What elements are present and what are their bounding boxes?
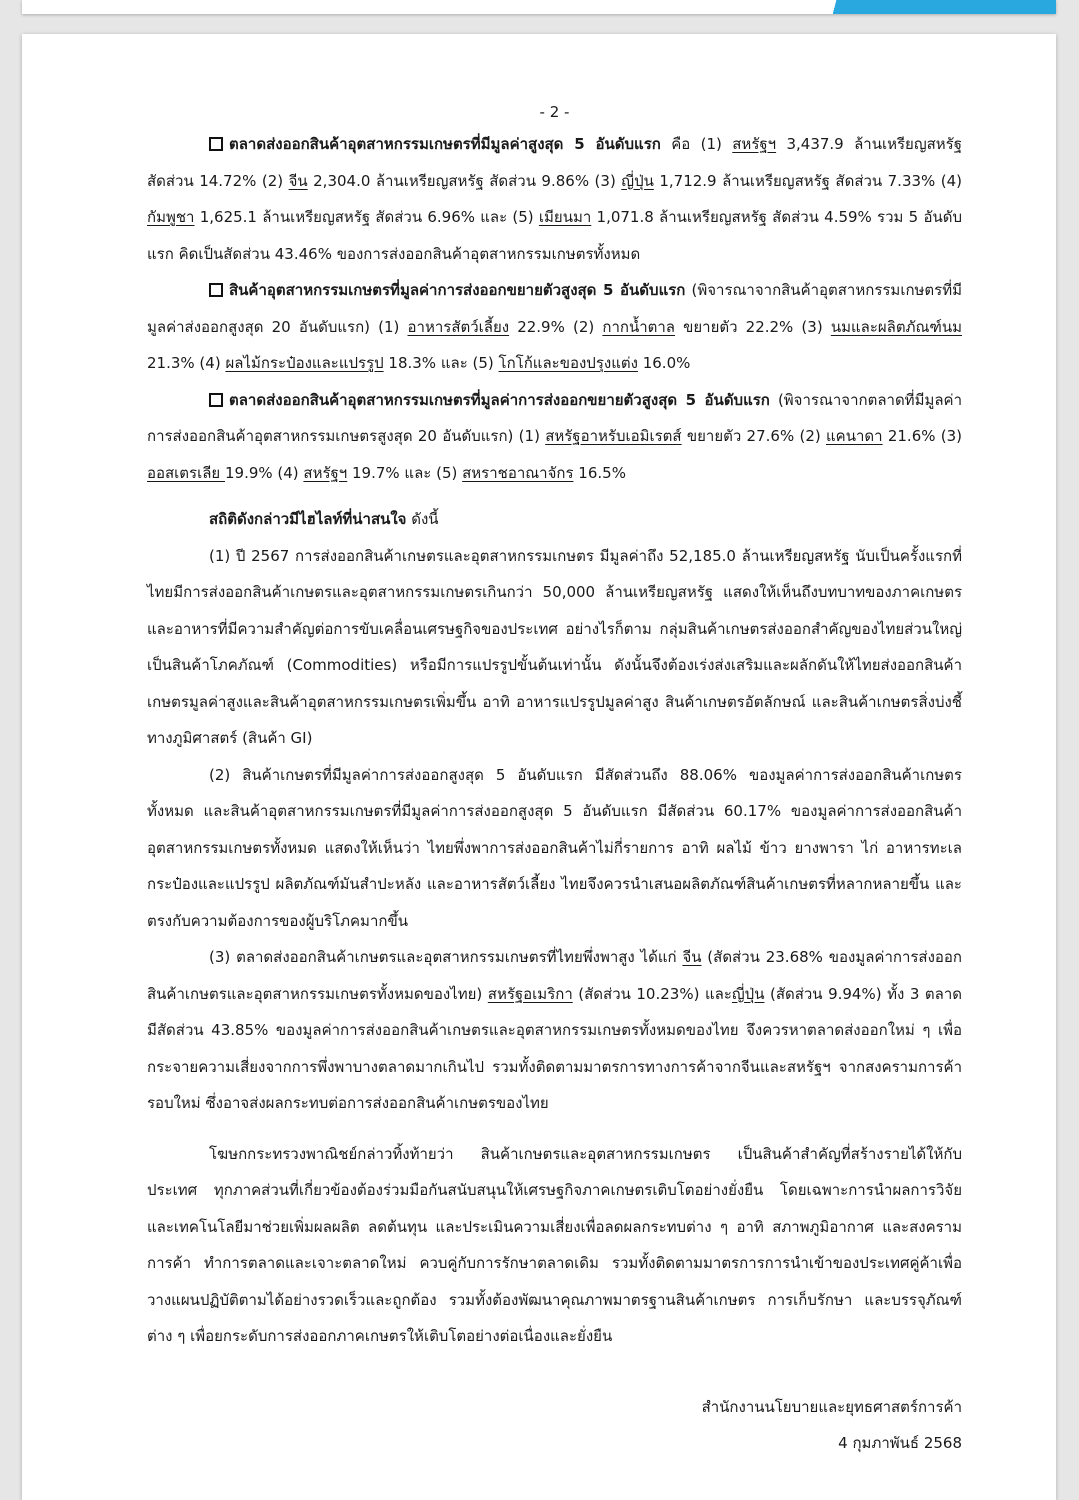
market-name: กัมพูชา [147,208,195,226]
market-name: ญี่ปุ่น [731,984,765,1003]
signature-date: 4 กุมภาพันธ์ 2568 [838,1434,962,1452]
market-name: สหราชอาณาจักร [462,463,574,482]
highlight-item-2: (2) สินค้าเกษตรที่มีมูลค่าการส่งออกสูงสุด 5 อันดับแรก มีสัดส่วนถึง 88.06% ของมูลค่าการส่งออกสินค้าเกษตรทั้งหมด และสินค้าอุตสาหกรรมเกษตรที่มีมูลค่าการส่งออกสูงสุด 5 อันดับแรก มีสัดส่วน 60.17% ของมูลค่าการส่งออกสินค้าอุตสาหกรรมเกษตรทั้งหมด แสดงให้เห็นว่า ไทยพึ่งพาการส่งออกสินค้าไม่กี่รายการ อาทิ ผลไม้ ข้าว ยางพารา ไก่ อาหารทะเลกระป๋องและแปรรูป ผลิตภัณฑ์มันสำปะหลัง และอาหารสัตว์เลี้ยง ไทยจึงควรนำเสนอผลิตภัณฑ์สินค้าเกษตรที่หลากหลายขึ้น และตรงกับความต้องการของผู้บริโภคมากขึ้น [147,765,962,930]
spacer [147,491,962,501]
spacer [147,1122,962,1136]
highlights-title: สถิติดังกล่าวมีไฮไลท์ที่น่าสนใจ ดังนี้ [209,510,439,528]
highlight-item-1: (1) ปี 2567 การส่งออกสินค้าเกษตรและอุตสาหกรรมเกษตร มีมูลค่าถึง 52,185.0 ล้านเหรียญสหรัฐ นับเป็นครั้งแรกที่ไทยมีการส่งออกสินค้าเกษตรและอุตสาหกรรมเกษตรเกินกว่า 50,000 ล้านเหรียญสหรัฐ แสดงให้เห็นถึงบทบาทของภาคเกษตรและอาหารที่มีความสำคัญต่อการขับเคลื่อนเศรษฐกิจของประเทศ อย่างไรก็ตาม กลุ่มสินค้าเกษตรส่งออกสำคัญของไทยส่วนใหญ่เป็นสินค้าโภคภัณฑ์ (Commodities) หรือมีการแปรรูปขั้นต้นเท่านั้น ดังนั้นจึงต้องเร่งส่งเสริมและผลักดันให้ไทยส่งออกสินค้าเกษตรมูลค่าสูงและสินค้าอุตสาหกรรมเกษตรเพิ่มขึ้น อาทิ อาหารแปรรูปมูลค่าสูง สินค้าเกษตรอัตลักษณ์ และสินค้าเกษตรสิ่งบ่งชี้ทางภูมิศาสตร์ (สินค้า GI) [147,546,962,747]
blue-accent-stripe [806,0,1056,14]
market-name: สหรัฐฯ [732,135,777,153]
previous-page-edge [22,0,1056,14]
market-name: สหรัฐฯ [303,463,348,482]
market-name: แคนาดา [826,427,883,445]
checkbox-bullet-icon [209,137,223,151]
product-name: อาหารสัตว์เลี้ยง [407,317,510,336]
product-name: โกโก้และของปรุงแต่ง [498,354,638,372]
market-name: จีน [288,171,308,190]
checkbox-bullet-icon [209,283,223,297]
document-page [22,34,1056,1500]
product-name: กากน้ำตาล [602,317,675,336]
highlight-item-3: (3) ตลาดส่งออกสินค้าเกษตรและอุตสาหกรรมเกษตรที่ไทยพึ่งพาสูง ได้แก่ จีน (สัดส่วน 23.68% ของมูลค่าการส่งออกสินค้าเกษตรและอุตสาหกรรมเกษตรทั้งหมดของไทย) สหรัฐอเมริกา (สัดส่วน 10.23%) และญี่ปุ่น (สัดส่วน 9.94%) ทั้ง 3 ตลาดมีสัดส่วน 43.85% ของมูลค่าการส่งออกสินค้าเกษตรและอุตสาหกรรมเกษตรทั้งหมดของไทย จึงควรหาตลาดส่งออกใหม่ ๆ เพื่อกระจายความเสี่ยงจากการพึ่งพาบางตลาดมากเกินไป รวมทั้งติดตามมาตรการทางการค้าจากจีนและสหรัฐฯ จากสงครามการค้ารอบใหม่ ซึ่งอาจส่งผลกระทบต่อการส่งออกสินค้าเกษตรของไทย [147,948,963,1112]
product-name: ผลไม้กระป๋องและแปรรูป [225,354,384,372]
market-name: สหรัฐอเมริกา [487,984,573,1003]
checkbox-bullet-icon [209,393,223,407]
market-name: ญี่ปุ่น [621,171,654,190]
section-heading: ตลาดส่งออกสินค้าอุตสาหกรรมเกษตรที่มีมูลค่าสูงสุด 5 อันดับแรก [229,135,661,153]
section-heading: สินค้าอุตสาหกรรมเกษตรที่มูลค่าการส่งออกขยายตัวสูงสุด 5 อันดับแรก [229,281,686,299]
signature-block [147,1389,962,1462]
section-top-markets: ตลาดส่งออกสินค้าอุตสาหกรรมเกษตรที่มีมูลค่าสูงสุด 5 อันดับแรก คือ (1) สหรัฐฯ 3,437.9 ล้านเหรียญสหรัฐ สัดส่วน 14.72% (2) จีน 2,304.0 ล้านเหรียญสหรัฐ สัดส่วน 9.86% (3) ญี่ปุ่น 1,712.9 ล้านเหรียญสหรัฐ สัดส่วน 7.33% (4) กัมพูชา 1,625.1 ล้านเหรียญสหรัฐ สัดส่วน 6.96% และ (5) เมียนมา 1,071.8 ล้านเหรียญสหรัฐ สัดส่วน 4.59% รวม 5 อันดับแรก คิดเป็นสัดส่วน 43.46% ของการส่งออกสินค้าอุตสาหกรรมเกษตรทั้งหมด [147,135,963,263]
market-name: จีน [682,948,702,966]
section-heading: ตลาดส่งออกสินค้าอุตสาหกรรมเกษตรที่มูลค่าการส่งออกขยายตัวสูงสุด 5 อันดับแรก [229,390,770,409]
market-name: เมียนมา [538,208,592,226]
signature-office: สำนักงานนโยบายและยุทธศาสตร์การค้า [701,1397,962,1416]
market-name: สหรัฐอาหรับเอมิเรตส์ [545,427,682,445]
market-name: ออสเตรเลีย [147,463,225,482]
section-growth-markets: ตลาดส่งออกสินค้าอุตสาหกรรมเกษตรที่มูลค่าการส่งออกขยายตัวสูงสุด 5 อันดับแรก (พิจารณาจากตลาดที่มีมูลค่าการส่งออกสินค้าอุตสาหกรรมเกษตรสูงสุด 20 อันดับแรก) (1) สหรัฐอาหรับเอมิเรตส์ ขยายตัว 27.6% (2) แคนาดา 21.6% (3) ออสเตรเลีย 19.9% (4) สหรัฐฯ 19.7% และ (5) สหราชอาณาจักร 16.5% [147,390,963,482]
page-number: - 2 - [539,103,570,121]
section-growth-products: สินค้าอุตสาหกรรมเกษตรที่มูลค่าการส่งออกขยายตัวสูงสุด 5 อันดับแรก (พิจารณาจากสินค้าอุตสาหกรรมเกษตรที่มีมูลค่าส่งออกสูงสุด 20 อันดับแรก) (1) อาหารสัตว์เลี้ยง 22.9% (2) กากน้ำตาล ขยายตัว 22.2% (3) นมและผลิตภัณฑ์นม 21.3% (4) ผลไม้กระป๋องและแปรรูป 18.3% และ (5) โกโก้และของปรุงแต่ง 16.0% [147,281,962,372]
page-content [147,100,962,1462]
closing-paragraph: โฆษกกระทรวงพาณิชย์กล่าวทิ้งท้ายว่า สินค้าเกษตรและอุตสาหกรรมเกษตร เป็นสินค้าสำคัญที่สร้างรายได้ให้กับประเทศ ทุกภาคส่วนที่เกี่ยวข้องต้องร่วมมือกันสนับสนุนให้เศรษฐกิจภาคเกษตรเติบโตอย่างยั่งยืน โดยเฉพาะการนำผลการวิจัยและเทคโนโลยีมาช่วยเพิ่มผลผลิต ลดต้นทุน และประเมินความเสี่ยงเพื่อลดผลกระทบต่าง ๆ อาทิ สภาพภูมิอากาศ และสงครามการค้า ทำการตลาดและเจาะตลาดใหม่ ควบคู่กับการรักษาตลาดเดิม รวมทั้งติดตามมาตรการการนำเข้าของประเทศคู่ค้าเพื่อวางแผนปฏิบัติตามได้อย่างรวดเร็วและถูกต้อง รวมทั้งต้องพัฒนาคุณภาพมาตรฐานสินค้าเกษตร การเก็บรักษา และบรรจุภัณฑ์ต่าง ๆ เพื่อยกระดับการส่งออกภาคเกษตรให้เติบโตอย่างต่อเนื่องและยั่งยืน [147,1144,962,1345]
product-name: นมและผลิตภัณฑ์นม [830,317,962,336]
